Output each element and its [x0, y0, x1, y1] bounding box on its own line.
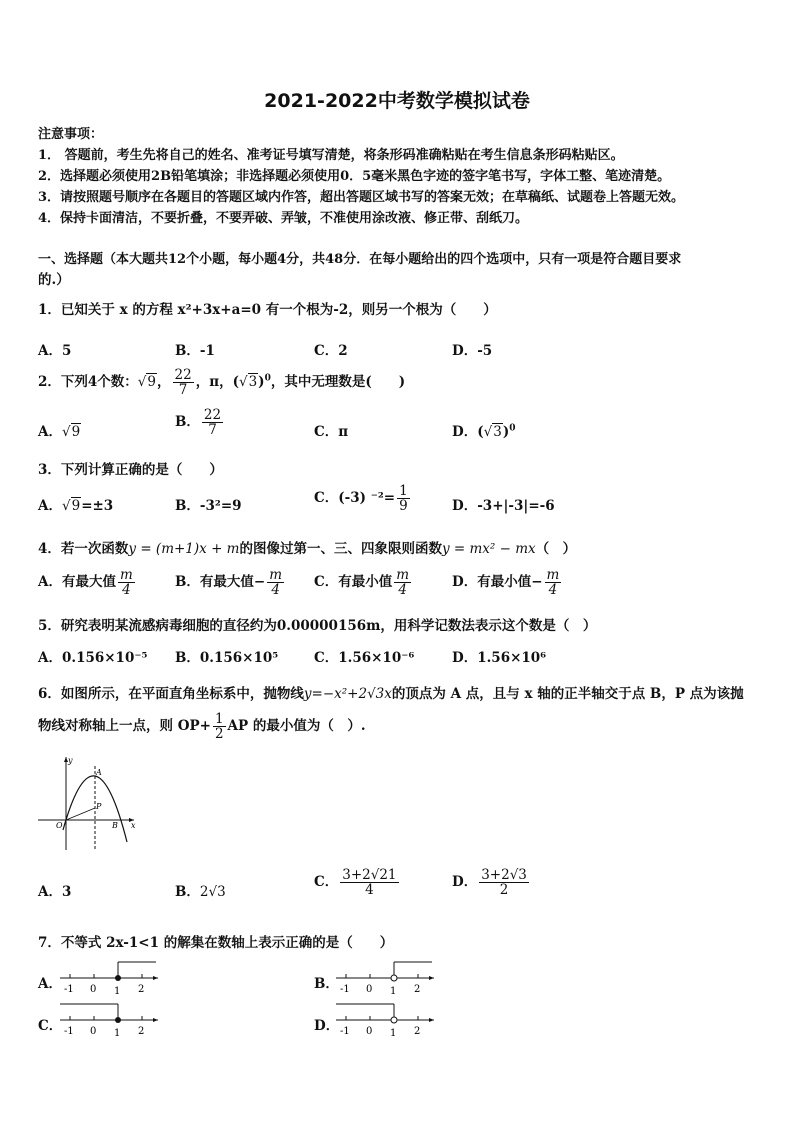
q4-option-c: C．有最小值 $\frac{m}{4}$: [314, 567, 410, 599]
q2-stem-suffix: ，其中无理数是( ): [270, 374, 406, 391]
q7-option-c-label: C．: [38, 1018, 63, 1034]
segment-op: [66, 808, 95, 820]
label-b: B: [112, 821, 118, 830]
svg-text:2: 2: [414, 1026, 421, 1037]
function-1: y = (m+1)x + m: [128, 541, 240, 557]
q5-option-a: A．0.156×10⁻⁵: [38, 650, 148, 666]
question-2-stem: 2．下列4个数：√9， $\frac{22}{7}$ ，π，$(√3)^0$，其中无理数是( ): [38, 367, 406, 399]
q5-option-c: C．1.56×10⁻⁶: [314, 650, 415, 666]
q1-option-b: B．-1: [175, 343, 215, 359]
svg-text:1: 1: [114, 986, 121, 997]
q6-option-a: A．3: [38, 884, 72, 900]
solid-point: [115, 1017, 121, 1023]
svg-text:-1: -1: [64, 984, 74, 995]
section-heading: 一、选择题（本大题共12个小题，每小题4分，共48分．在每小题给出的四个选项中，只有一项是符合题目要求: [38, 252, 682, 267]
open-point: [391, 1017, 397, 1023]
question-5-stem: 5．研究表明某流感病毒细胞的直径约为0.00000156m，用科学记数法表示这个数是（ ）: [38, 618, 597, 634]
svg-text:1: 1: [390, 1028, 397, 1039]
svg-text:2: 2: [414, 984, 421, 995]
question-3-stem: 3．下列计算正确的是（ ）: [38, 462, 223, 478]
q3-option-a: A．√9=±3: [38, 498, 114, 514]
q7-option-d-label: D．: [314, 1018, 340, 1034]
svg-text:2: 2: [138, 984, 145, 995]
q2-option-d: D．$(√3)^0$: [452, 423, 516, 440]
function-2: y = mx² − mx: [441, 541, 536, 557]
q2-option-b: B． $\frac{22}{7}$: [175, 407, 222, 439]
q6-option-d: D． $\frac{3+2√3}{2}$: [452, 867, 527, 899]
q4-option-b: B．有最大值− $\frac{m}{4}$: [175, 567, 283, 599]
q3-option-b: B．-3²=9: [175, 498, 242, 514]
q2-stem-prefix: 2．下列4个数：: [38, 374, 138, 391]
svg-text:-1: -1: [340, 1026, 350, 1037]
notice-item: 3．请按照题号顺序在各题目的答题区域内作答，超出答题区域书写的答案无效；在草稿纸、试题卷上答题无效。: [38, 190, 685, 205]
label-o: O: [56, 821, 63, 830]
q7-number-line-c: [58, 1002, 162, 1042]
q4-option-d: D．有最小值− $\frac{m}{4}$: [452, 567, 560, 599]
q2-option-a: A．√9: [38, 424, 81, 440]
question-4-stem: 4．若一次函数y = (m+1)x + m的图像过第一、三、四象限则函数y = mx² − mx（ ）: [38, 541, 577, 557]
label-y: y: [68, 756, 73, 765]
sqrt-9: √9: [137, 374, 156, 391]
label-a: A: [96, 768, 102, 777]
question-6-line-2: 物线对称轴上一点，则 OP+ $\frac{1}{2}$ AP 的最小值为（ ）.: [38, 711, 366, 743]
q6-option-c: C． $\frac{3+2√21}{4}$: [314, 867, 397, 899]
q3-option-d: D．-3+|-3|=-6: [452, 498, 555, 514]
q7-number-line-b: [334, 960, 438, 1000]
question-1-stem: 1．已知关于 x 的方程 x²+3x+a=0 有一个根为-2，则另一个根为（ ）: [38, 302, 497, 318]
svg-text:0: 0: [90, 1026, 97, 1037]
q5-option-d: D．1.56×10⁶: [452, 650, 547, 666]
svg-text:-1: -1: [340, 984, 350, 995]
svg-text:0: 0: [90, 984, 97, 995]
label-p: P: [96, 802, 102, 811]
q2-option-c: C．π: [314, 424, 349, 440]
svg-text:2: 2: [138, 1026, 145, 1037]
q7-option-a-label: A．: [38, 976, 62, 992]
sqrt-3: √3: [238, 374, 258, 391]
notice-item: 4．保持卡面清洁，不要折叠，不要弄破、弄皱，不准使用涂改液、修正带、刮纸刀。: [38, 211, 529, 226]
label-x: x: [131, 821, 136, 830]
question-6-line-1: 6．如图所示，在平面直角坐标系中，抛物线y=−x²+2√3x的顶点为 A 点，且与 x 轴的正半轴交于点 B，P 点为该抛: [38, 686, 744, 702]
section-heading-cont: 的.）: [38, 272, 70, 288]
svg-text:-1: -1: [64, 1026, 74, 1037]
q1-option-c: C．2: [314, 343, 348, 359]
q7-number-line-a: [58, 960, 162, 1000]
q1-option-d: D．-5: [452, 343, 493, 359]
q6-option-b: B．2√3: [175, 884, 226, 900]
question-7-stem: 7．不等式 2x-1<1 的解集在数轴上表示正确的是（ ）: [38, 935, 394, 951]
q7-option-b-label: B．: [314, 976, 339, 992]
q4-option-a: A．有最大值 $\frac{m}{4}$: [38, 567, 133, 599]
q7-number-line-d: [334, 1002, 438, 1042]
svg-text:1: 1: [114, 1028, 121, 1039]
notice-heading: 注意事项：: [38, 127, 104, 142]
parabola-graph: [36, 752, 146, 852]
parabola-figure: [36, 752, 146, 856]
solid-point: [115, 975, 121, 981]
notice-item: 2．选择题必须使用2B铅笔填涂；非选择题必须使用0．5毫米黑色字迹的签字笔书写，字体工整、笔迹清楚。: [38, 169, 671, 184]
fraction-22-7: $\frac{22}{7}$: [174, 367, 192, 399]
pi-symbol: π: [209, 374, 220, 391]
q3-option-c: C．(-3) ⁻²= $\frac{1}{9}$: [314, 483, 408, 515]
notice-item: 1． 答题前，考生先将自己的姓名、准考证号填写清楚，将条形码准确粘贴在考生信息条形码粘贴区。: [38, 148, 624, 163]
page-title: 2021-2022中考数学模拟试卷: [264, 90, 530, 112]
svg-text:1: 1: [390, 986, 397, 997]
q1-option-a: A．5: [38, 343, 72, 359]
q5-option-b: B．0.156×10⁵: [175, 650, 279, 666]
open-point: [391, 975, 397, 981]
svg-text:0: 0: [366, 984, 373, 995]
svg-text:0: 0: [366, 1026, 373, 1037]
